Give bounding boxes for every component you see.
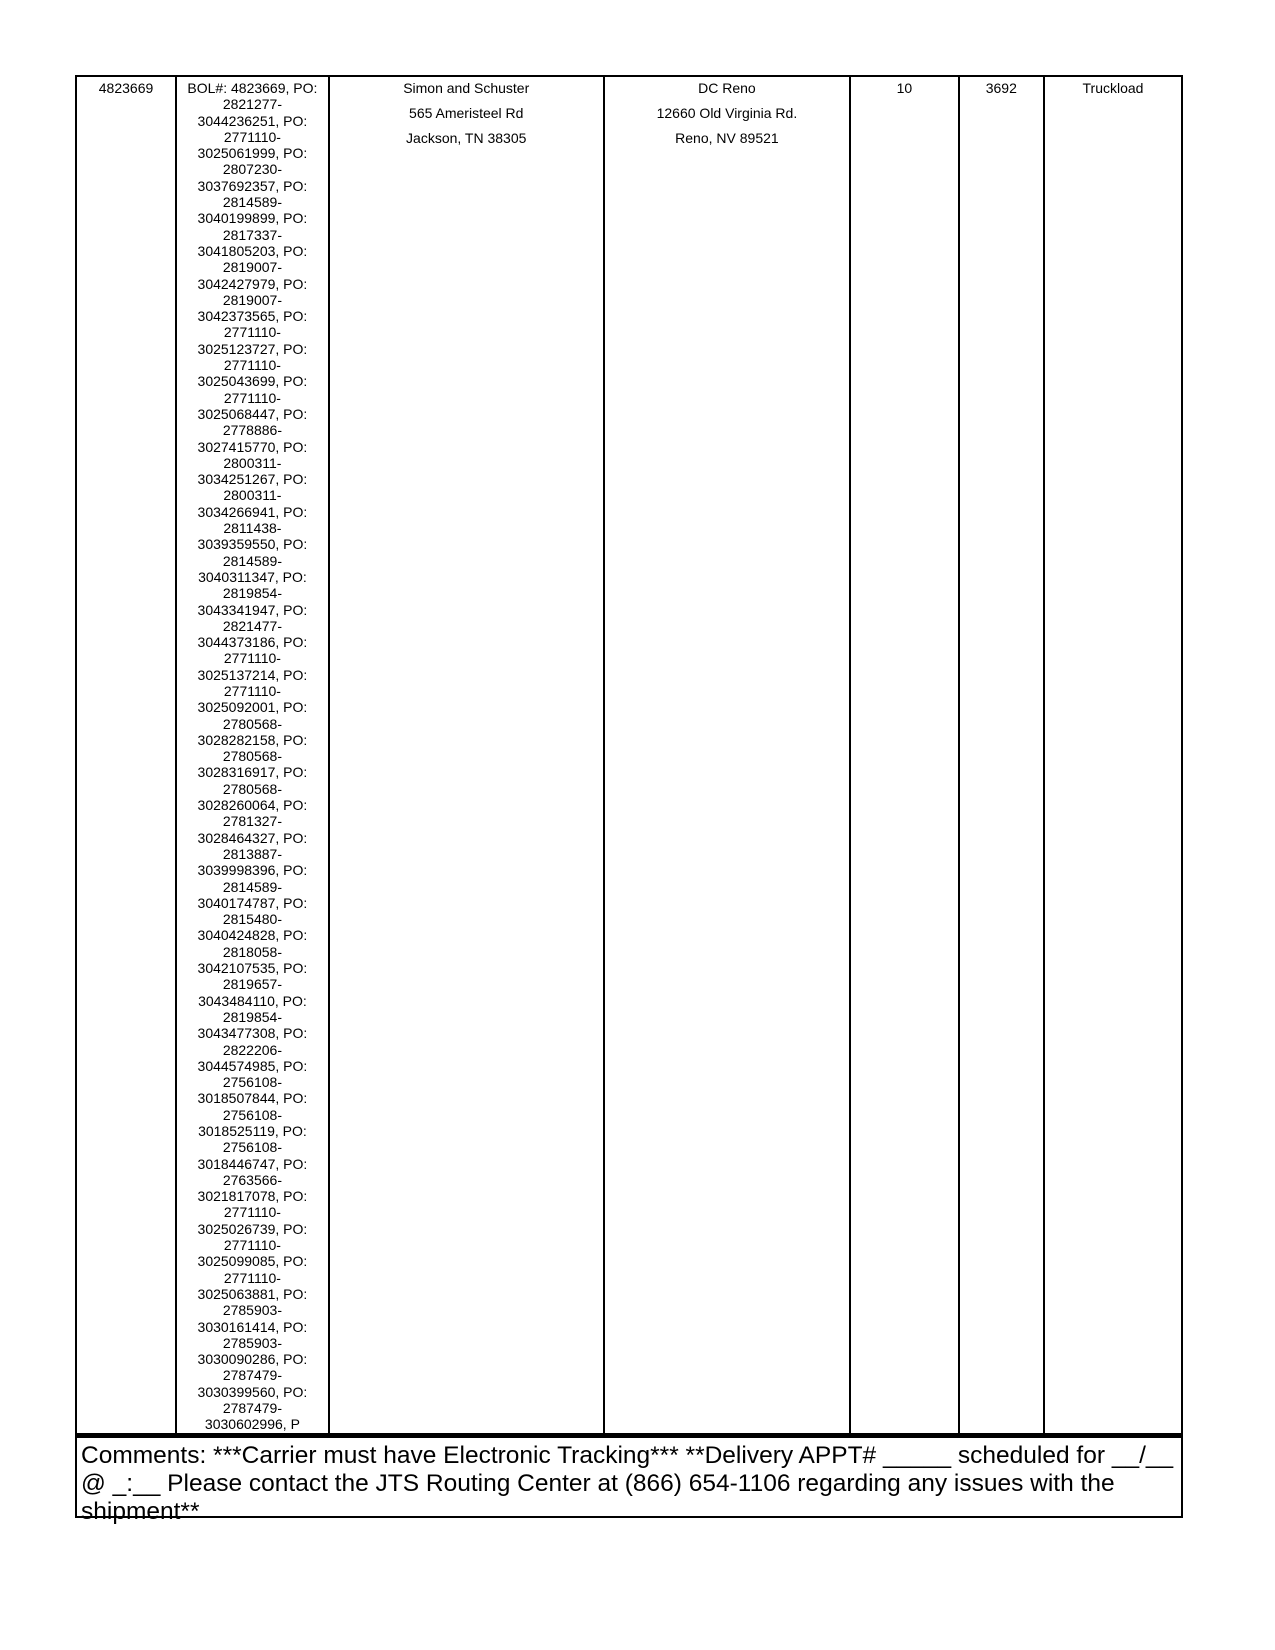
shipper-cell — [329, 76, 604, 1434]
bol-po-line: 2819007- — [222, 291, 282, 308]
bol-po-line: 3034251267, PO: — [197, 471, 308, 488]
bol-po-line: 3028464327, PO: — [197, 829, 308, 846]
bol-po-line: 3025026739, PO: — [197, 1220, 308, 1237]
bol-po-line: 3025061999, PO: — [197, 145, 308, 162]
bol-po-line: 2785903- — [222, 1302, 282, 1319]
bol-po-line: 3025068447, PO: — [197, 405, 308, 422]
bol-po-line: 3040174787, PO: — [197, 894, 308, 911]
bol-po-line: 2778886- — [222, 422, 282, 439]
bol-po-line: 3039998396, PO: — [197, 862, 308, 879]
bol-po-line: 3042373565, PO: — [197, 308, 308, 325]
bol-po-line: 3018525119, PO: — [198, 1123, 307, 1139]
pieces-cell — [850, 76, 958, 1434]
bol-po-line: 2763566- — [222, 1171, 282, 1188]
bol-po-line: 3043341947, PO: — [197, 601, 308, 618]
bol-po-line: 3042107535, PO: — [197, 960, 308, 977]
shipper-street: 565 Ameristeel Rd — [409, 105, 524, 121]
bol-po-line: 3030161414, PO: — [197, 1318, 308, 1335]
load-number: 4823669 — [98, 80, 154, 96]
bol-po-line: 2814589- — [222, 878, 282, 895]
bol-po-line: 2819854- — [222, 1008, 282, 1025]
bol-po-line: 2817337- — [222, 226, 282, 243]
bol-po-line: 3028282158, PO: — [197, 731, 308, 748]
shipper-city: Jackson, TN 38305 — [406, 130, 527, 146]
bol-po-line: 2787479- — [222, 1400, 282, 1417]
load-number-cell — [76, 76, 176, 1434]
bol-po-line: 2780568- — [222, 748, 282, 765]
bol-po-line: 3018446747, PO: — [197, 1155, 308, 1172]
bol-po-line: 2818058- — [222, 943, 282, 960]
bol-po-line: 3025092001, PO: — [197, 699, 308, 716]
bol-po-line: 3040424828, PO: — [197, 927, 308, 944]
bol-po-line: 3018507844, PO: — [197, 1090, 308, 1107]
bol-po-line: 2756108- — [222, 1139, 282, 1156]
consignee-name: DC Reno — [698, 80, 756, 96]
bol-po-line: 3044236251, PO: — [197, 112, 308, 129]
bol-po-line: 2785903- — [222, 1334, 282, 1351]
shipper-name: Simon and Schuster — [403, 80, 530, 96]
bol-po-line: 3030399560, PO: — [197, 1383, 308, 1400]
bol-po-line: 2756108- — [222, 1106, 282, 1123]
comments-text: Comments: ***Carrier must have Electronic Tracking*** **Delivery APPT# _____ scheduled for __/__ @ _:__ Please contact the JTS Routing Center at (866) 654-1106 regarding any issues with the shipment** — [81, 1441, 1174, 1525]
bol-po-line: 2771110- — [223, 650, 281, 667]
bol-po-list — [179, 80, 326, 1433]
bol-po-line: 2771110- — [223, 128, 281, 145]
bol-po-line: 3034266941, PO: — [197, 503, 308, 520]
shipment-sheet — [75, 75, 1183, 1525]
bol-po-line: 2771110- — [223, 682, 281, 699]
bol-po-line: 3028260064, PO: — [197, 797, 308, 814]
bol-po-line: 2787479- — [222, 1367, 282, 1384]
bol-po-line: 3039359550, PO: — [197, 536, 308, 553]
bol-po-line: 3044574985, PO: — [197, 1057, 308, 1074]
bol-po-line: 2780568- — [222, 715, 282, 732]
bol-po-line: 2807230- — [222, 161, 282, 178]
bol-po-line: 2819007- — [222, 259, 282, 276]
bol-po-line: 3044373186, PO: — [197, 634, 308, 651]
bol-po-line: 2814589- — [222, 194, 282, 211]
bol-po-line: 3040311347, PO: — [198, 568, 307, 585]
bol-po-line: 2771110- — [223, 1269, 281, 1286]
bol-po-line: 2756108- — [222, 1074, 282, 1091]
consignee-cell — [604, 76, 850, 1434]
bol-po-line: 2811438- — [223, 520, 282, 537]
bol-po-line: 3025099085, PO: — [197, 1253, 308, 1270]
bol-po-line: 2771110- — [223, 324, 281, 341]
bol-po-line: 2780568- — [222, 780, 282, 797]
bol-po-line: 2821277- — [222, 96, 282, 113]
bol-po-line: 2800311- — [223, 487, 282, 504]
mode-cell — [1044, 76, 1182, 1434]
bol-po-line: 2821477- — [222, 617, 282, 634]
pieces: 10 — [896, 80, 913, 96]
shipment-table — [75, 75, 1183, 1435]
bol-po-line: 2813887- — [222, 845, 282, 862]
bol-po-line: 3030602996, P — [204, 1416, 300, 1433]
weight-cell — [959, 76, 1044, 1434]
bol-po-line: 2771110- — [223, 357, 281, 374]
bol-po-line: 2771110- — [223, 1237, 281, 1254]
bol-po-line: 3041805203, PO: — [197, 242, 308, 259]
bol-po-line: 3028316917, PO: — [197, 764, 308, 781]
bol-po-line: 2800311- — [223, 454, 282, 471]
comments-box — [75, 1435, 1183, 1525]
bol-po-line: 3021817078, PO: — [197, 1188, 308, 1205]
bol-po-line: 2822206- — [222, 1041, 282, 1058]
bol-po-line: 3025123727, PO: — [197, 340, 308, 357]
bol-po-line: BOL#: 4823669, PO: — [187, 80, 318, 96]
bol-po-line: 2771110- — [223, 389, 281, 406]
bol-po-line: 2814589- — [222, 552, 282, 569]
bol-po-line: 2771110- — [223, 1204, 281, 1221]
bol-po-line: 3025063881, PO: — [197, 1285, 308, 1302]
bol-po-line: 3027415770, PO: — [197, 438, 308, 455]
bol-po-line: 3025137214, PO: — [197, 666, 308, 683]
bol-po-line: 3040199899, PO: — [197, 210, 308, 227]
bol-po-line: 3030090286, PO: — [197, 1351, 308, 1368]
mode: Truckload — [1082, 80, 1144, 96]
bol-po-cell — [176, 76, 329, 1434]
bol-po-line: 2819657- — [222, 976, 282, 993]
bol-po-line: 2819854- — [222, 585, 282, 602]
weight: 3692 — [985, 80, 1017, 96]
bol-po-line: 3025043699, PO: — [197, 373, 308, 390]
consignee-city: Reno, NV 89521 — [675, 130, 779, 146]
bol-po-line: 3042427979, PO: — [197, 275, 308, 292]
consignee-street: 12660 Old Virginia Rd. — [656, 105, 798, 121]
bol-po-line: 2815480- — [222, 911, 282, 928]
bol-po-line: 3043484110, PO: — [198, 992, 307, 1009]
bol-po-line: 2781327- — [222, 813, 282, 830]
bol-po-line: 3043477308, PO: — [197, 1025, 308, 1042]
bol-po-line: 3037692357, PO: — [197, 177, 308, 194]
shipment-row — [76, 76, 1182, 1434]
